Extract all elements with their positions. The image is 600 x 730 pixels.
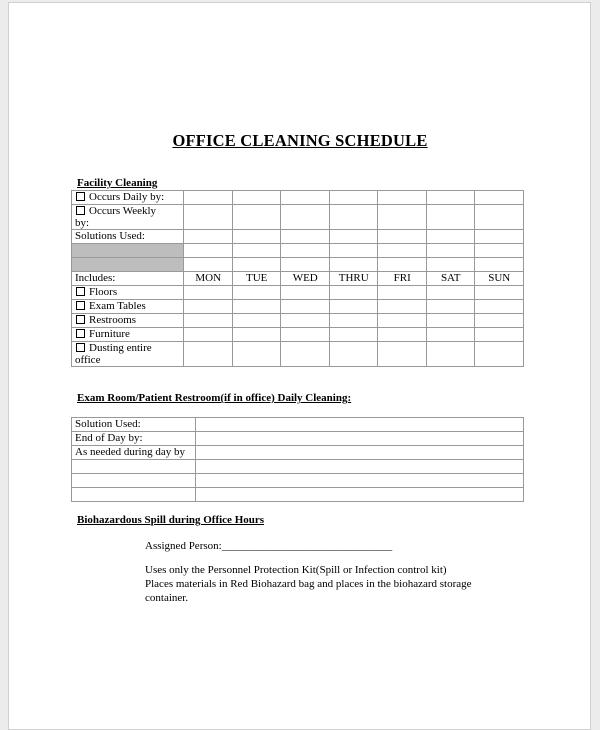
instruction-line: Uses only the Personnel Protection Kit(Spill or Infection control kit) [145,564,447,576]
item-label: Dusting entire [89,342,152,354]
item-label-cont: office [75,354,101,366]
biohazard-heading: Biohazardous Spill during Office Hours [77,514,265,526]
checkbox-icon[interactable] [76,192,85,201]
table-row [72,244,524,258]
day-header: THRU [329,272,378,286]
day-header: MON [184,272,233,286]
assigned-person-line: Assigned Person:_______________________________ [145,540,393,552]
table-row [72,272,524,286]
exam-room-heading: Exam Room/Patient Restroom(if in office) Daily Cleaning: [77,392,352,404]
table-row [72,230,524,244]
page-title: OFFICE CLEANING SCHEDULE [172,131,428,150]
day-header: SUN [475,272,524,286]
table-row [72,300,524,314]
occurs-weekly-label-cont: by: [75,217,90,229]
day-header: WED [281,272,330,286]
table-row [72,286,524,300]
day-header: SAT [426,272,475,286]
item-label: Furniture [89,328,130,340]
row-label [72,474,196,488]
table-row [72,418,524,432]
table-row [72,446,524,460]
table-row [72,258,524,272]
checkbox-icon[interactable] [76,206,85,215]
checkbox-icon[interactable] [76,329,85,338]
table-row [72,328,524,342]
row-label: Solution Used: [72,418,196,432]
checkbox-icon[interactable] [76,287,85,296]
solutions-used-label: Solutions Used: [75,230,145,242]
row-label: End of Day by: [72,432,196,446]
item-label: Floors [89,286,118,298]
checkbox-icon[interactable] [76,315,85,324]
table-row [72,205,524,230]
day-header: FRI [378,272,427,286]
occurs-weekly-label: Occurs Weekly [89,205,157,217]
checkbox-icon[interactable] [76,301,85,310]
row-label: As needed during day by [72,446,196,460]
item-label: Restrooms [89,314,137,326]
item-label: Exam Tables [89,300,146,312]
day-header: TUE [232,272,281,286]
table-row [72,474,524,488]
exam-room-table [71,417,524,502]
occurs-daily-label: Occurs Daily by: [89,191,165,203]
facility-cleaning-table [71,190,524,367]
table-row [72,460,524,474]
includes-label: Includes: [75,272,116,284]
table-row [72,432,524,446]
row-label [72,488,196,502]
instruction-line: Places materials in Red Biohazard bag and places in the biohazard storage [145,578,472,590]
table-row [72,314,524,328]
instruction-line: container. [145,592,189,604]
table-row [72,342,524,367]
checkbox-icon[interactable] [76,343,85,352]
row-label [72,460,196,474]
facility-cleaning-heading: Facility Cleaning [77,177,158,189]
table-row [72,488,524,502]
table-row [72,191,524,205]
